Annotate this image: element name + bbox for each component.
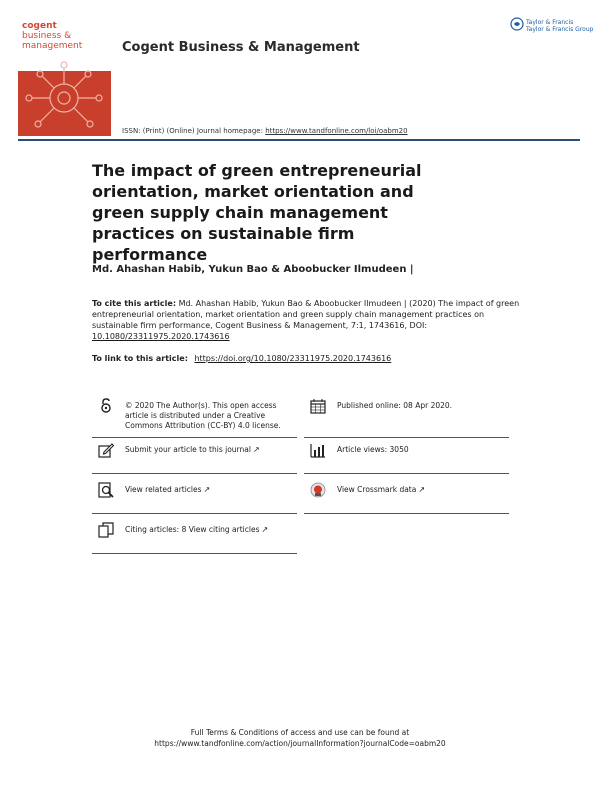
- external-link-icon: ↗: [261, 525, 269, 534]
- issn-line: [122, 127, 408, 135]
- external-link-icon: ↗: [203, 485, 211, 494]
- article-title: The impact of green entrepreneurial orientation, market orientation and green supply chain management practices on sustainable firm performance: [92, 161, 422, 264]
- citation-block: [92, 298, 532, 342]
- cover-brand-line2: business &: [22, 31, 72, 41]
- crossmark-icon: [310, 482, 326, 498]
- cell-divider: [92, 553, 297, 554]
- published-date-text: Published online: 08 Apr 2020.: [337, 401, 453, 410]
- open-access-cell: [92, 398, 297, 438]
- publisher-logo-text: [526, 19, 593, 33]
- cell-divider: [304, 513, 509, 514]
- submit-article-cell[interactable]: [92, 442, 297, 474]
- published-cell: [304, 398, 509, 438]
- crossmark-cell[interactable]: [304, 482, 509, 514]
- crossmark-label: View Crossmark data: [337, 485, 417, 494]
- calendar-icon: [310, 398, 326, 414]
- terms-url[interactable]: https://www.tandfonline.com/action/journalInformation?journalCode=oabm20: [154, 739, 446, 748]
- issn-label: ISSN: (Print) (Online) Journal homepage:: [122, 127, 263, 135]
- cover-brand-line1: cogent: [22, 21, 57, 31]
- publisher-name: Taylor & Francis: [526, 19, 574, 26]
- magnifier-document-icon: [98, 482, 114, 498]
- external-link-icon: ↗: [252, 445, 260, 454]
- cell-divider: [92, 437, 297, 438]
- article-views-cell[interactable]: [304, 442, 509, 474]
- article-doi-link[interactable]: https://doi.org/10.1080/23311975.2020.1743616: [194, 354, 392, 363]
- submit-article-label: Submit your article to this journal: [125, 445, 251, 454]
- bar-chart-icon: [310, 442, 326, 458]
- cite-text: Md. Ahashan Habib, Yukun Bao & Aboobucker Ilmudeen | (2020) The impact of green entrepreneurial orientation, market orientation and green supply chain management practices on sustainable firm performance, Cogent Business & Management, 7:1, 1743616, DOI:: [92, 299, 520, 330]
- pencil-icon: [98, 442, 114, 458]
- copy-documents-icon: [98, 522, 114, 538]
- taylor-francis-logo-icon: [510, 17, 524, 31]
- cell-divider: [304, 437, 509, 438]
- citing-articles-cell[interactable]: [92, 522, 297, 554]
- journal-title[interactable]: Cogent Business & Management: [122, 40, 360, 55]
- cell-divider: [92, 473, 297, 474]
- cite-label: To cite this article:: [92, 299, 177, 308]
- cell-divider: [92, 513, 297, 514]
- citing-articles-label: Citing articles: 8 View citing articles: [125, 525, 260, 534]
- cover-brand-line3: management: [22, 41, 83, 51]
- crossmark-link[interactable]: [337, 485, 507, 495]
- doi-link[interactable]: 10.1080/23311975.2020.1743616: [92, 332, 230, 341]
- publisher-group: Taylor & Francis Group: [526, 26, 594, 33]
- header-divider: [18, 139, 580, 141]
- related-articles-link[interactable]: [125, 485, 295, 495]
- article-authors[interactable]: Md. Ahashan Habib, Yukun Bao & Aboobucker Ilmudeen |: [92, 264, 414, 275]
- cover-molecule-illustration: [18, 58, 111, 136]
- journal-cover-image: [18, 18, 111, 136]
- citing-articles-link[interactable]: [125, 525, 295, 535]
- submit-article-link[interactable]: [125, 445, 295, 455]
- external-link-icon: ↗: [418, 485, 426, 494]
- journal-homepage-link[interactable]: https://www.tandfonline.com/loi/oabm20: [265, 127, 408, 135]
- open-access-text: © 2020 The Author(s). This open access article is distributed under a Creative Commons Attribution (CC-BY) 4.0 license.: [125, 401, 281, 430]
- article-views-text: Article views: 3050: [337, 445, 409, 454]
- open-access-lock-icon: [98, 398, 114, 414]
- terms-footer: [0, 727, 600, 749]
- related-articles-label: View related articles: [125, 485, 202, 494]
- article-link-line: [92, 354, 391, 363]
- link-label: To link to this article:: [92, 354, 188, 363]
- related-articles-cell[interactable]: [92, 482, 297, 514]
- publisher-logo[interactable]: [510, 17, 594, 39]
- cell-divider: [304, 473, 509, 474]
- terms-text: Full Terms & Conditions of access and use can be found at: [190, 728, 410, 737]
